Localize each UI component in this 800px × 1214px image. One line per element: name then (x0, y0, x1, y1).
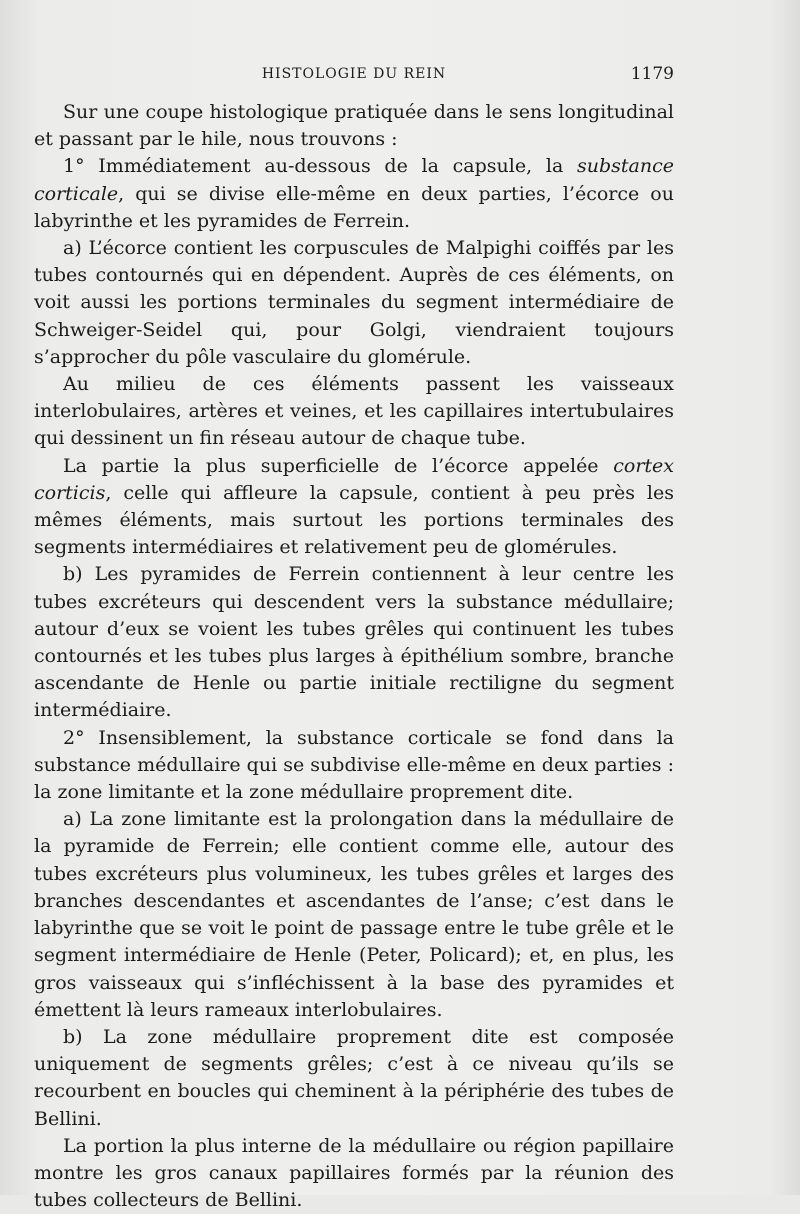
paragraph: La portion la plus interne de la médullaire ou région papillaire montre les gros canaux papillaires formés par la réunion des tubes collecteurs de Bellini. (34, 1134, 674, 1212)
paragraph: Sur une coupe histologique pratiquée dans le sens longitudinal et passant par le hile, nous trouvons : (34, 101, 674, 151)
paragraph: b) Les pyramides de Ferrein contiennent à leur centre les tubes excréteurs qui descendent vers la substance médullaire; autour d’eux se voient les tubes grêles qui continuent les tubes contournés et les tubes plus larges à épithélium sombre, branche ascendante de Henle ou partie initiale rectiligne du segment intermédiaire. (34, 563, 674, 722)
paragraph: 2° Insensiblement, la substance corticale se fond dans la substance médullaire qui se subdivise elle-même en deux parties : la zone limitante et la zone médullaire proprement dite. (34, 726, 674, 804)
paragraph: a) L’écorce contient les corpuscules de Malpighi coiffés par les tubes contournés qui en dépendent. Auprès de ces éléments, on voit aussi les portions terminales du segment intermédiaire de Schweiger-Seidel qui, pour Golgi, viendraient toujours s’approcher du pôle vasculaire du glomérule. (34, 237, 674, 368)
italic-term: substance corticale (34, 155, 674, 205)
running-title: HISTOLOGIE DU REIN (261, 66, 447, 82)
page-number: 1179 (630, 64, 674, 84)
paragraph: Au milieu de ces éléments passent les vaisseaux interlobulaires, artères et veines, et les capillaires intertubulaires qui dessinent un fin réseau autour de chaque tube. (34, 373, 674, 450)
italic-term: cortex corticis (34, 454, 674, 504)
paragraph: La partie la plus superficielle de l’écorce appelée cortex corticis, celle qui affleure la capsule, contient à peu près les mêmes éléments, mais surtout les portions terminales des segments intermédiaires et relativement peu de glomérules. (34, 454, 674, 559)
paragraph: b) La zone médullaire proprement dite est composée uniquement de segments grêles; c’est à ce niveau qu’ils se recourbent en boucles qui cheminent à la périphérie des tubes de Bellini. (34, 1025, 674, 1130)
paragraph: a) La zone limitante est la prolongation dans la médullaire de la pyramide de Ferrein; elle contient comme elle, autour des tubes excréteurs plus volumineux, les tubes grêles et larges des branches descendantes et ascendantes de l’anse; c’est dans le labyrinthe que se voit le point de passage entre le tube grêle et le segment intermédiaire de Henle (Peter, Policard); et, en plus, les gros vaisseaux qui s’infléchissent à la base des pyramides et émettent là leurs rameaux interlobulaires. (34, 808, 674, 1021)
paragraph: 1° Immédiatement au-dessous de la capsule, la substance corticale, qui se divise elle-même en deux parties, l’écorce ou labyrinthe et les pyramides de Ferrein. (34, 155, 674, 232)
body-text (34, 99, 674, 1214)
page-header (34, 64, 674, 88)
